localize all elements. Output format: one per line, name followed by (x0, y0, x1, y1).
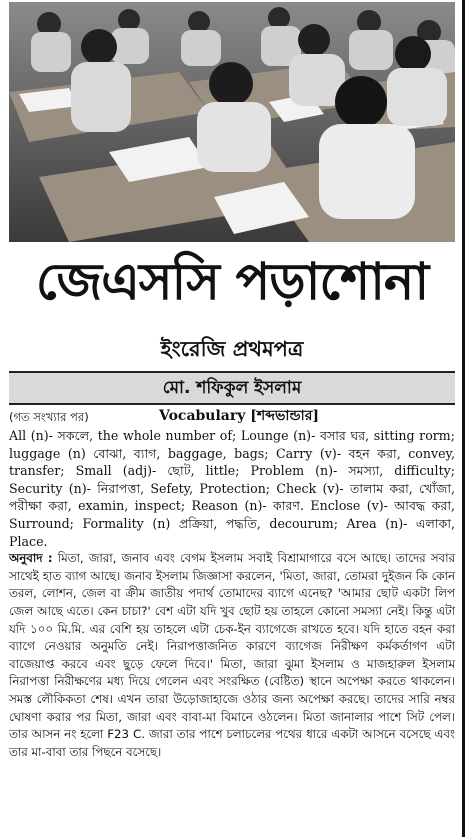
headline: জেএসসি পড়াশোনা (35, 253, 429, 312)
previous-issue-note: (গত সংখ্যার পর) (9, 410, 89, 424)
byline-band (9, 371, 455, 405)
byline: মো. শফিকুল ইসলাম (162, 378, 302, 398)
exam-hall-photo (9, 2, 455, 242)
vocabulary-paragraph: All (n)- সকলে, the whole number of; Lounge (n)- বসার ঘর, sitting rorm; luggage (n) বোঝা, ব্যাগ, baggage, bags; Carry (v)- বহন করা, convey, transfer; Small (adj)- ছোট, little; Problem (n)- সমস্যা, difficulty; Security (n)- নিরাপত্তা, Sefety, Protection; Check (v)- তালাম করা, খোঁজা, পরীক্ষা করা, examin, inspect; Reason (n)- কারণ. Enclose (v)- আবদ্ধ করা, Surround; Formality (n) প্রক্রিয়া, পদ্ধতি, decourum; Area (n)- এলাকা, Place. (9, 428, 455, 549)
translation-label: অনুবাদ : (9, 551, 53, 566)
article-body (9, 409, 455, 761)
section-title: Vocabulary [শব্দভান্ডার] (159, 408, 320, 424)
translation-text: মিতা, জারা, জনাব এবং বেগম ইসলাম সবাই বিশ্রামাগারে বসে আছে। তাদের সবার সাথেই হাত ব্যাগ আছে। জনাব ইসলাম জিজ্ঞাসা করলেন, 'মিতা, জারা, তোমরা দুইজন কি কোন তরল, লোশন, জেল বা ক্রীম জাতীয় পদার্থ তোমাদের ব্যাগে এনেছ? 'আমার ছোট একটা লিপ জেল আছে এতে। কেন চাচা?' বেশ এটা যদি খুব ছোট হয় তাহলে কোনো সমস্যা নেই। কিন্তু এটা যদি ১০০ মি.মি. এর বেশি হয় তাহলে এটা চেক-ইন ব্যাগেজে রাখতে হবে। যদি হাতে বহন করা ব্যাগে নেওয়ার অনুমতি নেই। নিরাপত্তাজনিত কারণে ব্যাগেজ নিরীক্ষণ কর্মকর্তাগণ এটা বাজেয়াপ্ত করবে এবং ছুড়ে ফেলে দিবে।' মিতা, জারা ঝুমা ইসলাম ও মাজহারুল ইসলাম নিরাপত্তা নিরীক্ষণের মধ্য দিয়ে গেলেন এবং সংরক্ষিত (বেষ্টিত) স্থানে অপেক্ষা করতে থাকলেন। সমস্ত লৌকিকতা শেষ। এখন তারা উড়োজাহাজে ওঠার জন্য অপেক্ষা করছে। তাদের সারি নম্বর ঘোষণা করার পর মিতা, জারা এবং বাবা-মা বিমানে ওঠলেন। মিতা জানালার পাশে সিট পেল। তার আসন নং হলো F23 C. জারা তার পাশে চলাচলের পথের ধারে একটা আসনে বসেছে এবং তার মা-বাবা তার পিছনে বসেছে। (9, 551, 455, 759)
column-rule (462, 0, 465, 837)
translation-paragraph (9, 550, 455, 761)
vocabulary-header-line (9, 409, 455, 427)
subheading: ইংরেজি প্রথমপত্র (160, 337, 304, 361)
